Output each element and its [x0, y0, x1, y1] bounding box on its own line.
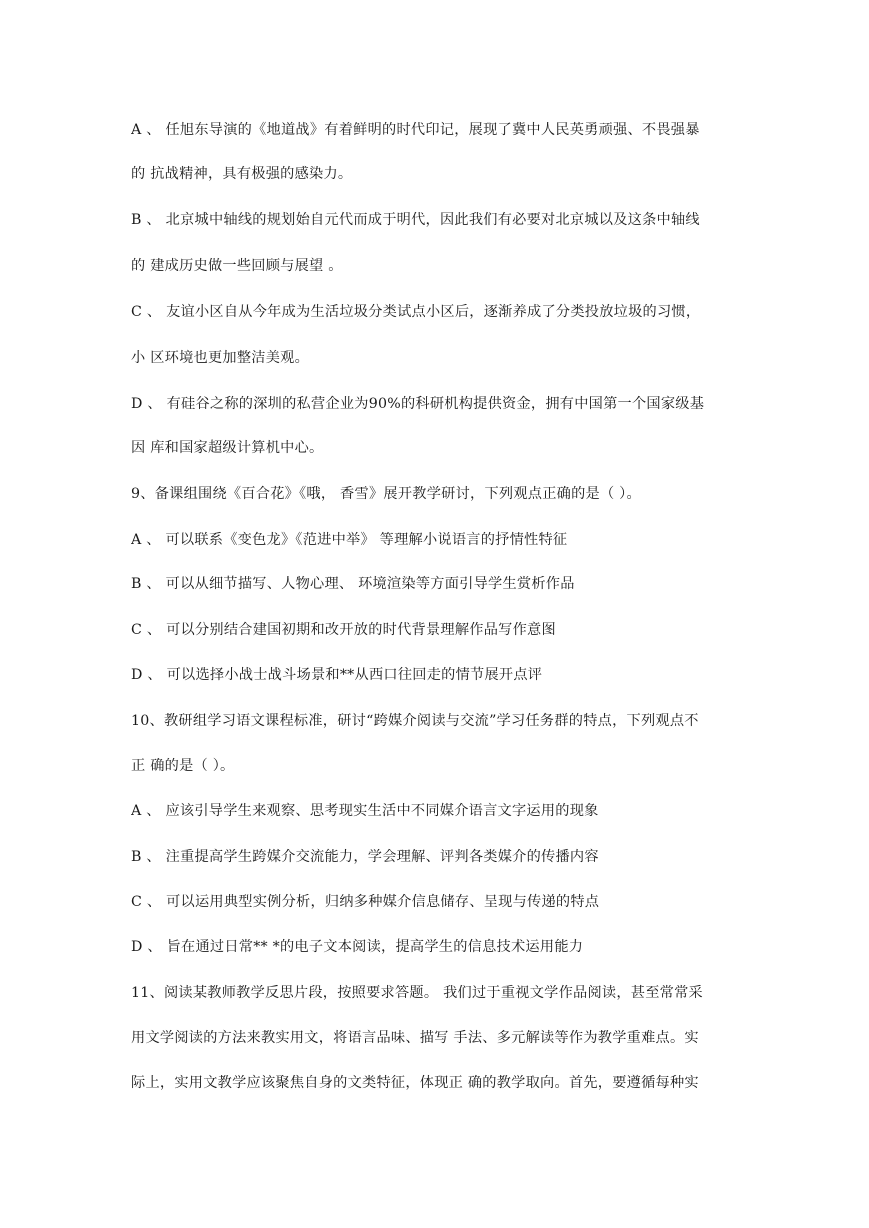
option-c-line-2: 小 区环境也更加整洁美观。 [131, 350, 310, 366]
option-b-line-1: B 、 北京城中轴线的规划始自元代而成于明代，因此我们有必要对北京城以及这条中轴线 [131, 212, 700, 228]
option-a-line-2: 的 抗战精神，具有极强的感染力。 [131, 166, 353, 182]
option-a-line-1: A 、 任旭东导演的《地道战》有着鲜明的时代印记，展现了冀中人民英勇顽强、不畏强暴 [131, 122, 700, 138]
question-11-line-1: 11、阅读某教师教学反思片段，按照要求答题。 我们过于重视文学作品阅读，甚至常常采 [131, 985, 703, 1001]
option-c-line-1: C 、 友谊小区自从今年成为生活垃圾分类试点小区后，逐渐养成了分类投放垃圾的习惯， [131, 304, 701, 320]
q10-option-a: A 、 应该引导学生来观察、思考现实生活中不同媒介语言文字运用的现象 [131, 803, 599, 819]
q9-option-d: D 、 可以选择小战士战斗场景和**从西口往回走的情节展开点评 [131, 667, 543, 683]
q9-option-c: C 、 可以分别结合建国初期和改开放的时代背景理解作品写作意图 [131, 622, 556, 638]
q10-option-d: D 、 旨在通过日常** *的电子文本阅读，提高学生的信息技术运用能力 [131, 939, 584, 955]
option-b-line-2: 的 建成历史做一些回顾与展望 。 [131, 258, 343, 274]
question-11-line-3: 际上，实用文教学应该聚焦自身的文类特征，体现正 确的教学取向。首先，要遵循每种实 [131, 1075, 699, 1091]
q10-option-c: C 、 可以运用典型实例分析，归纳多种媒介信息储存、呈现与传递的特点 [131, 894, 600, 910]
q9-option-b: B 、 可以从细节描写、人物心理、 环境渲染等方面引导学生赏析作品 [131, 576, 575, 592]
question-9: 9、备课组围绕《百合花》《哦， 香雪》展开教学研讨，下列观点正确的是（ ）。 [131, 486, 641, 502]
question-11-line-2: 用文学阅读的方法来教实用文，将语言品味、描写 手法、多元解读等作为教学重难点。实 [131, 1030, 699, 1046]
question-10-line-2: 正 确的是（ ）。 [131, 758, 235, 774]
question-10-line-1: 10、教研组学习语文课程标准，研讨“跨媒介阅读与交流”学习任务群的特点，下列观点不 [131, 713, 699, 729]
option-d-line-1: D 、 有硅谷之称的深圳的私营企业为90%的科研机构提供资金，拥有中国第一个国家级基 [131, 396, 705, 412]
q9-option-a: A 、 可以联系《变色龙》《范进中举》 等理解小说语言的抒情性特征 [131, 532, 568, 548]
option-d-line-2: 因 库和国家超级计算机中心。 [131, 440, 324, 456]
q10-option-b: B 、 注重提高学生跨媒介交流能力，学会理解、评判各类媒介的传播内容 [131, 849, 599, 865]
